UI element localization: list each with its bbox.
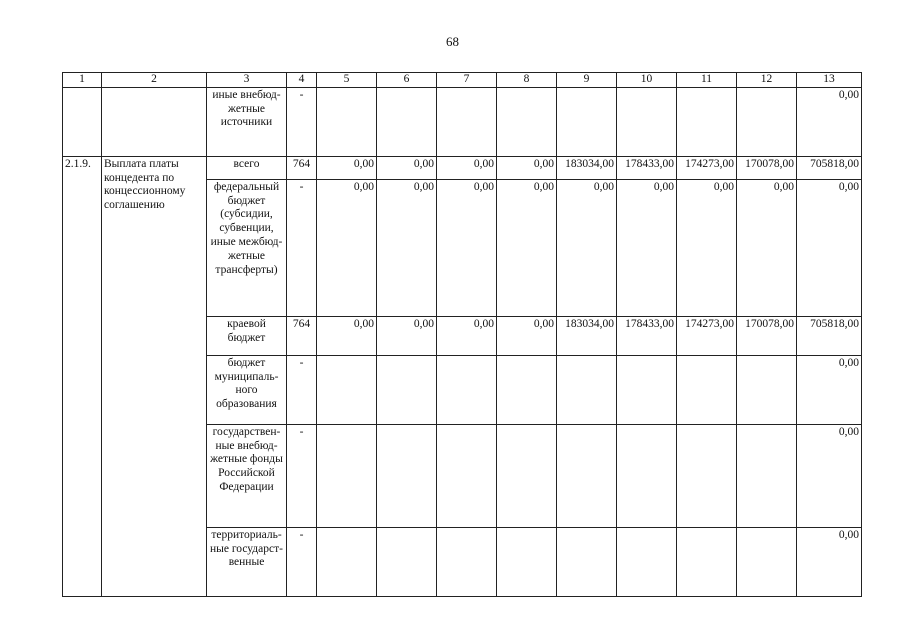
value-cell: [617, 355, 677, 424]
source-cell: государствен-ные внебюд-жетные фонды Российской Федерации: [207, 424, 287, 527]
value-cell: 178433,00: [617, 316, 677, 355]
col4-cell: -: [287, 355, 317, 424]
header-row: [63, 73, 862, 88]
value-cell: [377, 527, 437, 596]
value-cell: [497, 355, 557, 424]
value-cell: [557, 355, 617, 424]
value-cell: 0,00: [737, 179, 797, 316]
value-cell: [437, 355, 497, 424]
value-cell: 0,00: [377, 316, 437, 355]
column-header: 10: [617, 73, 677, 88]
column-header: 1: [63, 73, 102, 88]
col4-cell: 764: [287, 316, 317, 355]
value-cell: 0,00: [377, 179, 437, 316]
value-cell: [677, 355, 737, 424]
budget-table: [62, 72, 862, 597]
source-cell: иные внебюд-жетные источники: [207, 87, 287, 156]
value-cell: [557, 87, 617, 156]
value-cell: 0,00: [677, 179, 737, 316]
source-cell: федеральный бюджет (субсидии, субвенции, иные межбюд-жетные трансферты): [207, 179, 287, 316]
value-cell: 0,00: [377, 156, 437, 179]
value-cell: [557, 424, 617, 527]
value-cell: 178433,00: [617, 156, 677, 179]
value-cell: [737, 424, 797, 527]
column-header: 2: [102, 73, 207, 88]
value-cell: 174273,00: [677, 156, 737, 179]
value-cell: 0,00: [317, 179, 377, 316]
value-cell: 0,00: [497, 156, 557, 179]
value-cell: [737, 355, 797, 424]
value-cell: 0,00: [497, 179, 557, 316]
cell: [102, 87, 207, 156]
value-cell: 174273,00: [677, 316, 737, 355]
column-header: 13: [797, 73, 862, 88]
value-cell: 0,00: [317, 156, 377, 179]
table-row-prev-other-sources: [63, 87, 862, 156]
value-cell: [677, 424, 737, 527]
value-cell: [557, 527, 617, 596]
value-cell: 0,00: [437, 156, 497, 179]
col4-cell: -: [287, 424, 317, 527]
col4-cell: -: [287, 179, 317, 316]
value-cell: [437, 527, 497, 596]
value-cell: [377, 87, 437, 156]
value-cell: [617, 527, 677, 596]
column-header: 3: [207, 73, 287, 88]
value-cell: [377, 424, 437, 527]
column-header: 11: [677, 73, 737, 88]
value-cell: [317, 87, 377, 156]
value-cell: 0,00: [797, 87, 862, 156]
column-header: 8: [497, 73, 557, 88]
value-cell: [317, 355, 377, 424]
column-header: 5: [317, 73, 377, 88]
column-header: 7: [437, 73, 497, 88]
column-header: 4: [287, 73, 317, 88]
value-cell: 0,00: [797, 179, 862, 316]
value-cell: 183034,00: [557, 316, 617, 355]
value-cell: 0,00: [617, 179, 677, 316]
value-cell: 170078,00: [737, 156, 797, 179]
value-cell: [497, 527, 557, 596]
value-cell: [677, 87, 737, 156]
page-number: 68: [446, 34, 459, 49]
value-cell: [437, 87, 497, 156]
value-cell: [377, 355, 437, 424]
col4-cell: -: [287, 527, 317, 596]
value-cell: [497, 87, 557, 156]
value-cell: 0,00: [797, 527, 862, 596]
column-header: 9: [557, 73, 617, 88]
value-cell: 705818,00: [797, 316, 862, 355]
value-cell: [737, 87, 797, 156]
table-row-total: [63, 156, 862, 179]
source-cell: территориаль-ные государст-венные: [207, 527, 287, 596]
source-cell: бюджет муниципаль-ного образования: [207, 355, 287, 424]
col4-cell: 764: [287, 156, 317, 179]
value-cell: [617, 424, 677, 527]
column-header: 6: [377, 73, 437, 88]
value-cell: 0,00: [437, 179, 497, 316]
column-header: 12: [737, 73, 797, 88]
value-cell: 0,00: [557, 179, 617, 316]
value-cell: [317, 424, 377, 527]
value-cell: 0,00: [317, 316, 377, 355]
col4-cell: -: [287, 87, 317, 156]
source-cell: всего: [207, 156, 287, 179]
value-cell: [317, 527, 377, 596]
cell: [63, 87, 102, 156]
source-cell: краевой бюджет: [207, 316, 287, 355]
value-cell: 0,00: [497, 316, 557, 355]
value-cell: 183034,00: [557, 156, 617, 179]
value-cell: [497, 424, 557, 527]
value-cell: 0,00: [437, 316, 497, 355]
item-name: Выплата платы концедента по концессионному соглашению: [102, 156, 207, 596]
value-cell: [737, 527, 797, 596]
value-cell: 0,00: [797, 355, 862, 424]
value-cell: [437, 424, 497, 527]
value-cell: 170078,00: [737, 316, 797, 355]
value-cell: 705818,00: [797, 156, 862, 179]
value-cell: [617, 87, 677, 156]
value-cell: [677, 527, 737, 596]
item-code: 2.1.9.: [63, 156, 102, 596]
value-cell: 0,00: [797, 424, 862, 527]
